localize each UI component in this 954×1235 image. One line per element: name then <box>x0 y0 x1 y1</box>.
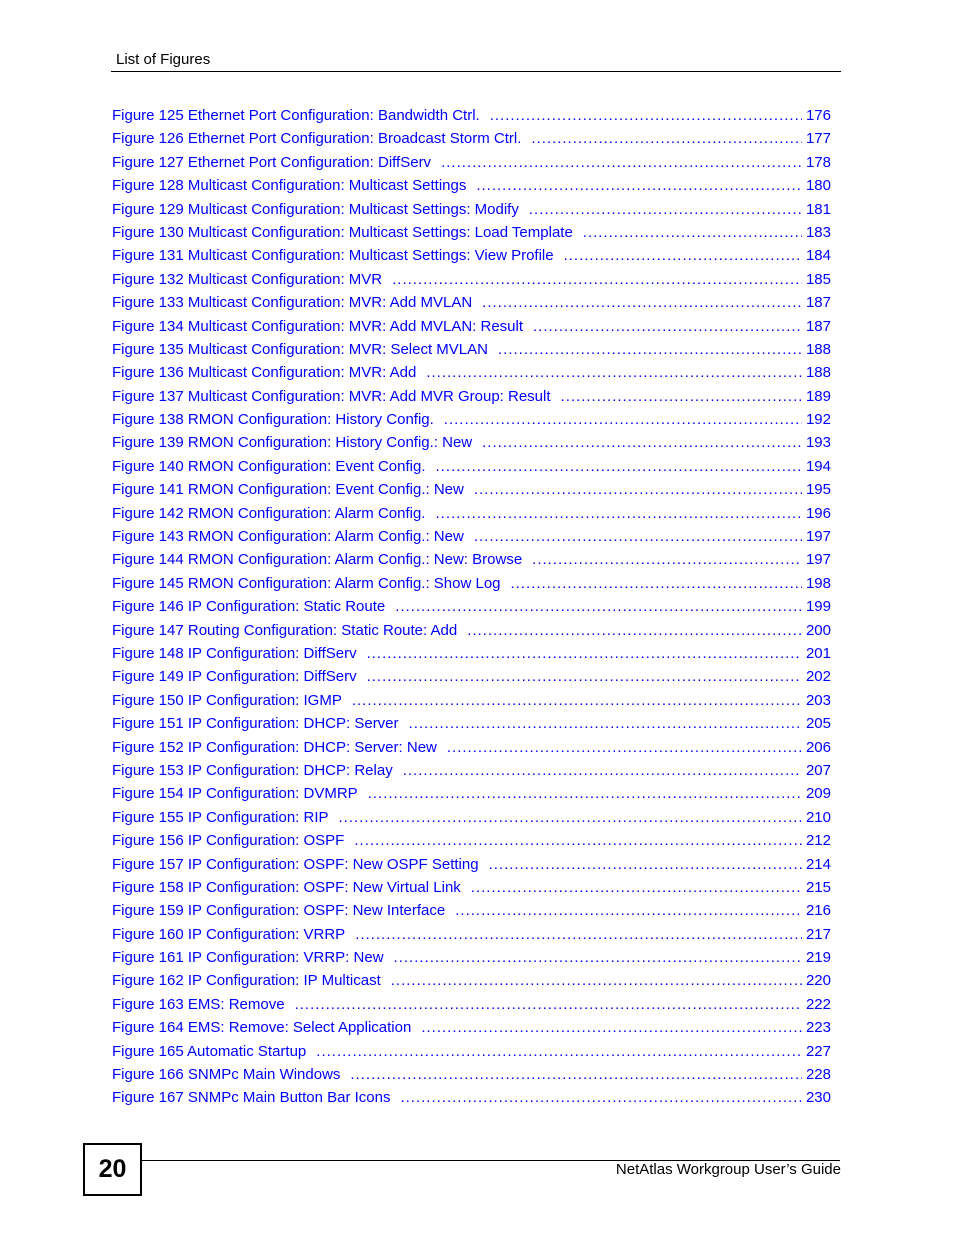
dot-leader <box>403 761 802 781</box>
toc-entry[interactable] <box>112 293 831 316</box>
guide-title: NetAtlas Workgroup User’s Guide <box>615 1161 841 1178</box>
toc-entry-title[interactable]: Figure 164 EMS: Remove: Select Application <box>112 1019 412 1037</box>
toc-entry-page[interactable]: 199 <box>805 598 831 616</box>
toc-entry[interactable] <box>112 270 831 293</box>
dot-leader <box>355 925 802 945</box>
toc-entry-page[interactable]: 197 <box>805 528 831 546</box>
toc-entry-title[interactable]: Figure 146 IP Configuration: Static Route <box>112 598 386 616</box>
toc-entry-page[interactable]: 187 <box>805 294 831 312</box>
toc-entry[interactable] <box>112 808 831 831</box>
toc-entry[interactable] <box>112 925 831 948</box>
toc-entry-title[interactable]: Figure 159 IP Configuration: OSPF: New Interface <box>112 902 446 920</box>
dot-leader <box>533 317 802 337</box>
toc-entry-title[interactable]: Figure 155 IP Configuration: RIP <box>112 808 329 826</box>
toc-entry-title[interactable]: Figure 167 SNMPc Main Button Bar Icons <box>112 1089 391 1107</box>
dot-leader <box>400 1088 802 1108</box>
toc-entry-page[interactable]: 210 <box>805 808 831 826</box>
dot-leader <box>444 410 802 430</box>
toc-entry[interactable] <box>112 1065 831 1088</box>
toc-entry-title[interactable]: Figure 152 IP Configuration: DHCP: Server: New <box>112 738 437 756</box>
running-header: List of Figures <box>116 51 211 68</box>
toc-entry-title[interactable]: Figure 145 RMON Configuration: Alarm Config.: Show Log <box>112 574 501 592</box>
dot-leader <box>391 971 802 991</box>
toc-entry[interactable] <box>112 597 831 620</box>
toc-entry-title[interactable]: Figure 148 IP Configuration: DiffServ <box>112 644 357 662</box>
toc-entry-title[interactable]: Figure 125 Ethernet Port Configuration: Bandwidth Ctrl. <box>112 107 480 124</box>
dot-leader <box>474 480 802 500</box>
list-of-figures <box>112 106 831 1112</box>
toc-entry-title[interactable]: Figure 132 Multicast Configuration: MVR <box>112 270 383 288</box>
toc-entry-title[interactable]: Figure 141 RMON Configuration: Event Config.: New <box>112 481 464 499</box>
toc-entry[interactable] <box>112 621 831 644</box>
dot-leader <box>564 246 802 266</box>
toc-entry-page[interactable]: 227 <box>805 1042 831 1060</box>
dot-leader <box>471 878 802 898</box>
dot-leader <box>392 270 802 290</box>
toc-entry-page[interactable]: 230 <box>805 1089 831 1107</box>
toc-entry[interactable] <box>112 738 831 761</box>
dot-leader <box>482 293 802 313</box>
dot-leader <box>339 808 802 828</box>
toc-entry[interactable] <box>112 317 831 340</box>
toc-entry-title[interactable]: Figure 153 IP Configuration: DHCP: Relay <box>112 761 393 779</box>
toc-entry[interactable] <box>112 1018 831 1041</box>
dot-leader <box>409 714 802 734</box>
dot-leader <box>394 948 802 968</box>
toc-entry-page[interactable]: 201 <box>805 644 831 662</box>
toc-entry-title[interactable]: Figure 158 IP Configuration: OSPF: New Virtual Link <box>112 878 461 896</box>
toc-entry-title[interactable]: Figure 136 Multicast Configuration: MVR: Add <box>112 364 417 382</box>
toc-entry-page[interactable]: 200 <box>805 621 831 639</box>
toc-entry-title[interactable]: Figure 149 IP Configuration: DiffServ <box>112 668 357 686</box>
dot-leader <box>368 784 802 804</box>
toc-entry-page[interactable]: 223 <box>805 1019 831 1037</box>
toc-entry-page[interactable]: 192 <box>805 411 831 429</box>
toc-entry-page[interactable]: 188 <box>805 340 831 358</box>
toc-entry-page[interactable]: 216 <box>805 902 831 920</box>
toc-entry[interactable] <box>112 246 831 269</box>
dot-leader <box>395 597 802 617</box>
toc-entry-page[interactable]: 212 <box>805 832 831 850</box>
dot-leader <box>532 550 802 570</box>
dot-leader <box>529 200 802 220</box>
toc-entry-page[interactable]: 207 <box>805 761 831 779</box>
toc-entry-title[interactable]: Figure 166 SNMPc Main Windows <box>112 1066 341 1084</box>
toc-entry-page[interactable]: 181 <box>805 200 831 218</box>
toc-entry-title[interactable]: Figure 151 IP Configuration: DHCP: Server <box>112 715 399 733</box>
dot-leader <box>476 176 802 196</box>
toc-entry-page[interactable]: 183 <box>805 223 831 241</box>
toc-entry[interactable] <box>112 855 831 878</box>
dot-leader <box>352 691 802 711</box>
toc-entry[interactable] <box>112 878 831 901</box>
toc-entry-page[interactable]: 219 <box>805 949 831 967</box>
toc-entry[interactable] <box>112 457 831 480</box>
dot-leader <box>490 106 802 126</box>
dot-leader <box>511 574 802 594</box>
toc-entry-title[interactable]: Figure 138 RMON Configuration: History Config. <box>112 411 434 429</box>
toc-entry-title[interactable]: Figure 140 RMON Configuration: Event Config. <box>112 457 426 475</box>
toc-entry-page[interactable]: 187 <box>805 317 831 335</box>
toc-entry-title[interactable]: Figure 131 Multicast Configuration: Multicast Settings: View Profile <box>112 247 554 265</box>
toc-entry-page[interactable]: 202 <box>805 668 831 686</box>
dot-leader <box>295 995 802 1015</box>
toc-entry-page[interactable]: 188 <box>805 364 831 382</box>
toc-entry-page[interactable]: 197 <box>805 551 831 569</box>
dot-leader <box>426 363 802 383</box>
toc-entry-page[interactable]: 194 <box>805 457 831 475</box>
toc-entry[interactable] <box>112 667 831 690</box>
toc-entry-page[interactable]: 222 <box>805 995 831 1013</box>
dot-leader <box>350 1065 802 1085</box>
toc-entry[interactable] <box>112 176 831 199</box>
toc-entry-title[interactable]: Figure 126 Ethernet Port Configuration: Broadcast Storm Ctrl. <box>112 130 522 148</box>
dot-leader <box>583 223 802 243</box>
dot-leader <box>447 738 802 758</box>
toc-entry-page[interactable]: 220 <box>805 972 831 990</box>
dot-leader <box>367 644 802 664</box>
toc-entry-page[interactable]: 209 <box>805 785 831 803</box>
toc-entry[interactable] <box>112 831 831 854</box>
toc-entry-title[interactable]: Figure 157 IP Configuration: OSPF: New OSPF Setting <box>112 855 479 873</box>
toc-entry-page[interactable]: 198 <box>805 574 831 592</box>
toc-entry[interactable] <box>112 714 831 737</box>
toc-entry-page[interactable]: 203 <box>805 691 831 709</box>
dot-leader <box>467 621 802 641</box>
toc-entry[interactable] <box>112 433 831 456</box>
toc-entry-title[interactable]: Figure 144 RMON Configuration: Alarm Config.: New: Browse <box>112 551 523 569</box>
toc-entry[interactable] <box>112 1088 831 1111</box>
dot-leader <box>474 527 802 547</box>
toc-entry-page[interactable]: 180 <box>805 177 831 195</box>
toc-entry-title[interactable]: Figure 134 Multicast Configuration: MVR: Add MVLAN: Result <box>112 317 524 335</box>
toc-entry-title[interactable]: Figure 163 EMS: Remove <box>112 995 285 1013</box>
toc-entry[interactable] <box>112 200 831 223</box>
toc-entry[interactable] <box>112 410 831 433</box>
toc-entry-page[interactable]: 177 <box>805 130 831 148</box>
page-number: 20 <box>83 1143 142 1196</box>
toc-entry-page[interactable]: 185 <box>805 270 831 288</box>
toc-entry-page[interactable]: 184 <box>805 247 831 265</box>
toc-entry[interactable] <box>112 1042 831 1065</box>
toc-entry-title[interactable]: Figure 128 Multicast Configuration: Multicast Settings <box>112 177 467 195</box>
toc-entry-page[interactable]: 228 <box>805 1066 831 1084</box>
toc-entry-page[interactable]: 214 <box>805 855 831 873</box>
toc-entry[interactable] <box>112 691 831 714</box>
toc-entry-title[interactable]: Figure 156 IP Configuration: OSPF <box>112 832 345 850</box>
dot-leader <box>367 667 802 687</box>
toc-entry[interactable] <box>112 363 831 386</box>
toc-entry-page[interactable]: 206 <box>805 738 831 756</box>
dot-leader <box>561 387 802 407</box>
toc-entry[interactable] <box>112 761 831 784</box>
dot-leader <box>498 340 802 360</box>
toc-entry-page[interactable]: 205 <box>805 715 831 733</box>
toc-entry[interactable] <box>112 644 831 667</box>
toc-entry[interactable] <box>112 504 831 527</box>
toc-entry[interactable] <box>112 106 831 129</box>
toc-entry-page[interactable]: 178 <box>805 153 831 171</box>
toc-entry[interactable] <box>112 223 831 246</box>
toc-entry[interactable] <box>112 995 831 1018</box>
dot-leader <box>531 129 802 149</box>
dot-leader <box>455 901 802 921</box>
toc-entry[interactable] <box>112 948 831 971</box>
toc-entry[interactable] <box>112 340 831 363</box>
toc-entry-title[interactable]: Figure 129 Multicast Configuration: Multicast Settings: Modify <box>112 200 519 218</box>
toc-entry-page[interactable]: 176 <box>805 107 831 124</box>
toc-entry-title[interactable]: Figure 135 Multicast Configuration: MVR: Select MVLAN <box>112 340 488 358</box>
dot-leader <box>489 855 802 875</box>
dot-leader <box>316 1042 802 1062</box>
toc-entry-title[interactable]: Figure 147 Routing Configuration: Static Route: Add <box>112 621 458 639</box>
toc-entry-title[interactable]: Figure 150 IP Configuration: IGMP <box>112 691 342 709</box>
toc-entry-title[interactable]: Figure 143 RMON Configuration: Alarm Config.: New <box>112 528 464 546</box>
toc-entry-page[interactable]: 217 <box>805 925 831 943</box>
dot-leader <box>435 457 801 477</box>
toc-entry-page[interactable]: 196 <box>805 504 831 522</box>
toc-entry-title[interactable]: Figure 160 IP Configuration: VRRP <box>112 925 346 943</box>
dot-leader <box>421 1018 802 1038</box>
toc-entry[interactable] <box>112 129 831 152</box>
toc-entry-title[interactable]: Figure 165 Automatic Startup <box>112 1042 307 1060</box>
toc-entry[interactable] <box>112 574 831 597</box>
toc-entry[interactable] <box>112 480 831 503</box>
toc-entry-page[interactable]: 195 <box>805 481 831 499</box>
toc-entry-title[interactable]: Figure 161 IP Configuration: VRRP: New <box>112 949 384 967</box>
toc-entry-title[interactable]: Figure 154 IP Configuration: DVMRP <box>112 785 358 803</box>
toc-entry-title[interactable]: Figure 139 RMON Configuration: History Config.: New <box>112 434 473 452</box>
toc-entry[interactable] <box>112 784 831 807</box>
toc-entry-title[interactable]: Figure 137 Multicast Configuration: MVR: Add MVR Group: Result <box>112 387 551 405</box>
toc-entry[interactable] <box>112 387 831 410</box>
dot-leader <box>482 433 802 453</box>
toc-entry[interactable] <box>112 550 831 573</box>
toc-entry-page[interactable]: 215 <box>805 878 831 896</box>
toc-entry-title[interactable]: Figure 133 Multicast Configuration: MVR: Add MVLAN <box>112 294 473 312</box>
toc-entry-title[interactable]: Figure 142 RMON Configuration: Alarm Config. <box>112 504 426 522</box>
toc-entry[interactable] <box>112 901 831 924</box>
toc-entry[interactable] <box>112 527 831 550</box>
toc-entry[interactable] <box>112 153 831 176</box>
dot-leader <box>354 831 802 851</box>
dot-leader <box>435 504 801 524</box>
toc-entry-title[interactable]: Figure 162 IP Configuration: IP Multicast <box>112 972 381 990</box>
toc-entry[interactable] <box>112 971 831 994</box>
dot-leader <box>441 153 802 173</box>
toc-entry-title[interactable]: Figure 127 Ethernet Port Configuration: DiffServ <box>112 153 432 171</box>
toc-entry-page[interactable]: 189 <box>805 387 831 405</box>
toc-entry-page[interactable]: 193 <box>805 434 831 452</box>
header-divider <box>111 71 841 72</box>
toc-entry-title[interactable]: Figure 130 Multicast Configuration: Multicast Settings: Load Template <box>112 223 573 241</box>
